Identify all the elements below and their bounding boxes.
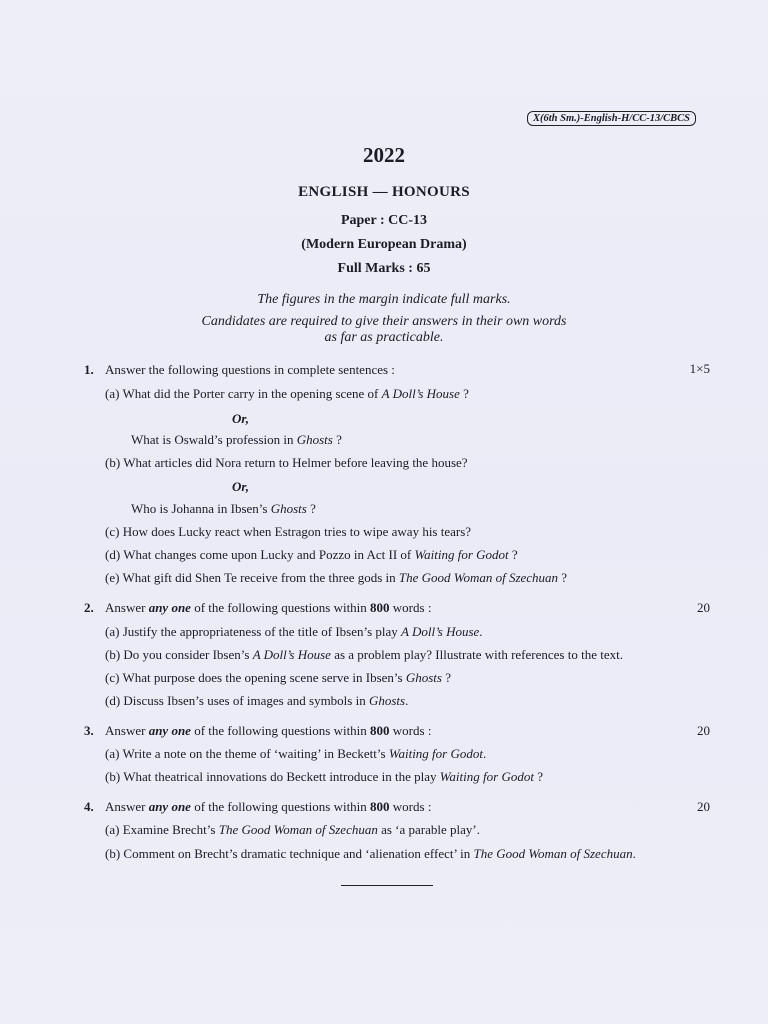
- instruction-text: of the following questions within: [190, 723, 371, 738]
- instruction-line-1: The figures in the margin indicate full marks.: [257, 292, 511, 307]
- item-text: What is Oswald’s profession in: [131, 432, 297, 447]
- item-text: Write a note on the theme of ‘waiting’ in Beckett’s: [122, 746, 389, 761]
- question-4-text: [105, 799, 431, 815]
- item-text: Discuss Ibsen’s uses of images and symbols in: [123, 693, 369, 708]
- exam-year: 2022: [363, 143, 405, 167]
- item-text-end: as ‘a parable play’.: [377, 822, 480, 837]
- item-text: What changes come upon Lucky and Pozzo in Act II of: [123, 547, 415, 562]
- question-4b: [105, 846, 636, 862]
- word-limit: 800: [370, 799, 390, 814]
- question-1d: [105, 547, 518, 563]
- item-text: Comment on Brecht’s dramatic technique and ‘alienation effect’ in: [123, 846, 474, 861]
- emphasis-text: any one: [148, 723, 191, 738]
- item-text-end: .: [482, 746, 487, 761]
- question-1a: [105, 386, 469, 402]
- question-2c: [105, 670, 451, 686]
- play-title: Ghosts: [270, 501, 307, 516]
- question-1-number: 1.: [84, 362, 94, 377]
- item-text: What theatrical innovations do Beckett introduce in the play: [123, 769, 440, 784]
- question-1-text: Answer the following questions in complete sentences :: [105, 362, 395, 377]
- emphasis-text: any one: [148, 600, 191, 615]
- question-1a-alternative: [131, 432, 342, 448]
- item-text: What gift did Shen Te receive from the three gods in: [122, 570, 399, 585]
- play-title: A Doll’s House: [252, 647, 331, 662]
- paper-code: Paper : CC-13: [340, 213, 428, 228]
- item-text: Examine Brecht’s: [122, 822, 219, 837]
- item-label: (a): [105, 386, 120, 401]
- item-text-end: ?: [332, 432, 342, 447]
- item-text-end: ?: [533, 769, 543, 784]
- subject-title: ENGLISH — HONOURS: [298, 184, 470, 200]
- item-text-end: ?: [508, 547, 518, 562]
- question-4-number: 4.: [84, 799, 94, 814]
- question-3a: [105, 746, 486, 762]
- question-4-marks: 20: [697, 799, 710, 814]
- question-3-marks: 20: [697, 723, 710, 738]
- question-2-number: 2.: [84, 600, 94, 615]
- emphasis-text: any one: [148, 799, 191, 814]
- question-1e: [105, 570, 567, 586]
- word-limit: 800: [370, 723, 390, 738]
- question-4a: [105, 822, 480, 838]
- item-text-end: ?: [459, 386, 469, 401]
- or-separator-2: Or,: [232, 479, 249, 494]
- play-title: A Doll’s House: [381, 386, 460, 401]
- item-label: (b): [105, 455, 121, 470]
- or-separator-1: Or,: [232, 411, 249, 426]
- play-title: A Doll’s House: [401, 624, 480, 639]
- question-2d: [105, 693, 408, 709]
- question-2-text: [105, 600, 431, 616]
- end-divider: [341, 885, 433, 886]
- item-text-end: ?: [558, 570, 568, 585]
- question-1-marks: 1×5: [689, 361, 710, 376]
- course-name: (Modern European Drama): [301, 237, 467, 252]
- item-text: Who is Johanna in Ibsen’s: [131, 501, 271, 516]
- paper-code-box: X(6th Sm.)-English-H/CC-13/CBCS: [527, 111, 696, 126]
- item-label: (a): [105, 822, 120, 837]
- instruction-line-3: as far as practicable.: [324, 330, 444, 345]
- instruction-text: Answer: [105, 799, 149, 814]
- instruction-text: words :: [389, 600, 432, 615]
- item-text-end: .: [479, 624, 483, 639]
- question-3-number: 3.: [84, 723, 94, 738]
- item-text-end: ?: [306, 501, 316, 516]
- instruction-text: words :: [389, 723, 432, 738]
- play-title: The Good Woman of Szechuan: [398, 570, 559, 585]
- instruction-text: of the following questions within: [190, 600, 371, 615]
- item-label: (b): [105, 846, 121, 861]
- question-1b-alternative: [131, 501, 316, 517]
- item-text-end: ?: [441, 670, 452, 685]
- instruction-text: words :: [389, 799, 432, 814]
- play-title: The Good Woman of Szechuan: [473, 846, 633, 861]
- play-title: Waiting for Godot: [414, 547, 509, 562]
- play-title: The Good Woman of Szechuan: [218, 822, 378, 837]
- play-title: Ghosts: [368, 693, 406, 708]
- item-label: (c): [105, 670, 120, 685]
- full-marks: Full Marks : 65: [337, 261, 431, 276]
- item-text: Justify the appropriateness of the title of Ibsen’s play: [122, 624, 402, 639]
- instruction-text: Answer: [105, 723, 149, 738]
- item-text: What purpose does the opening scene serve in Ibsen’s: [122, 670, 406, 685]
- question-1b: [105, 455, 468, 471]
- play-title: Ghosts: [296, 432, 333, 447]
- question-2a: [105, 624, 483, 640]
- item-text-end: .: [632, 846, 636, 861]
- question-2b: [105, 647, 623, 663]
- item-label: (d): [105, 693, 121, 708]
- word-limit: 800: [370, 600, 390, 615]
- item-text-end: .: [405, 693, 409, 708]
- instruction-line-2: Candidates are required to give their answers in their own words: [201, 314, 567, 329]
- question-3b: [105, 769, 543, 785]
- item-label: (e): [105, 570, 120, 585]
- play-title: Waiting for Godot: [388, 746, 483, 761]
- item-label: (d): [105, 547, 121, 562]
- question-3-text: [105, 723, 431, 739]
- question-1c: [105, 524, 471, 540]
- instruction-text: Answer: [105, 600, 149, 615]
- item-text: Do you consider Ibsen’s: [123, 647, 253, 662]
- item-text-end: as a problem play? Illustrate with references to the text.: [330, 647, 623, 662]
- play-title: Ghosts: [405, 670, 442, 685]
- item-text: What articles did Nora return to Helmer before leaving the house?: [123, 455, 468, 470]
- item-label: (c): [105, 524, 120, 539]
- item-text: What did the Porter carry in the opening scene of: [122, 386, 382, 401]
- item-text: How does Lucky react when Estragon tries to wipe away his tears?: [122, 524, 472, 539]
- instruction-text: of the following questions within: [190, 799, 371, 814]
- question-2-marks: 20: [697, 600, 710, 615]
- item-label: (a): [105, 746, 120, 761]
- item-label: (b): [105, 647, 121, 662]
- item-label: (b): [105, 769, 121, 784]
- item-label: (a): [105, 624, 120, 639]
- play-title: Waiting for Godot: [439, 769, 534, 784]
